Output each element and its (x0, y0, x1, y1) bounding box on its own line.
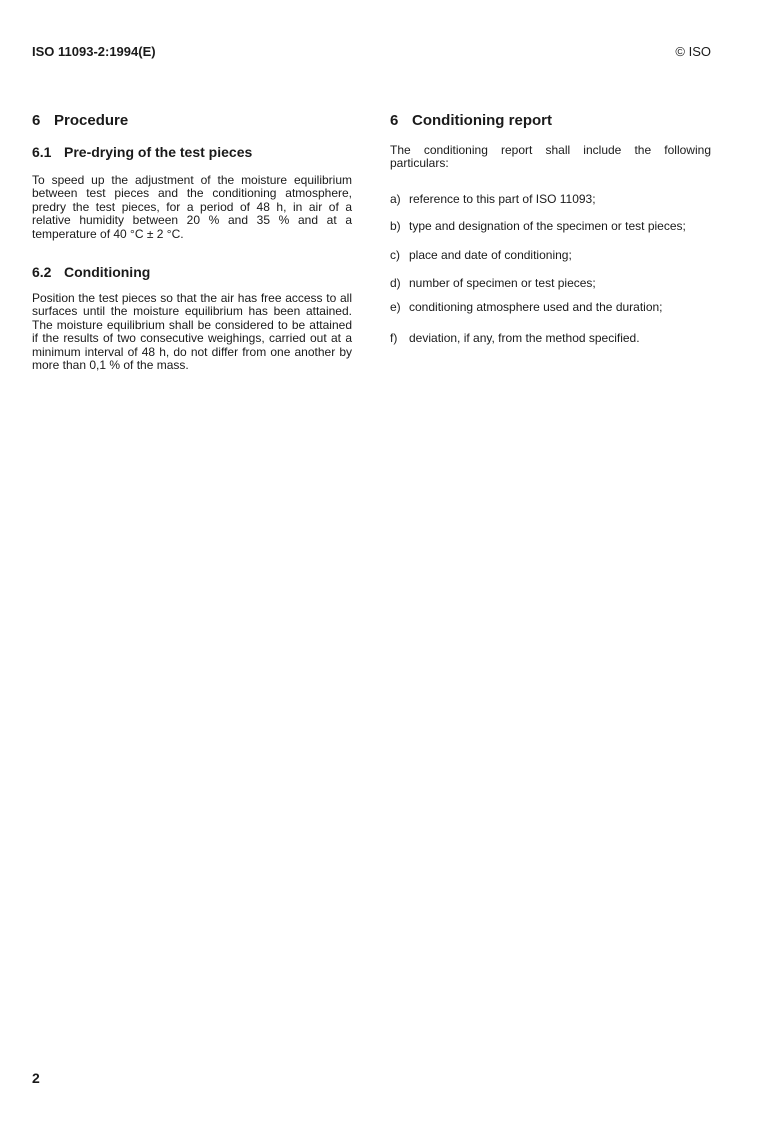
list-item (390, 193, 711, 206)
list-item-text: place and date of conditioning; (409, 247, 572, 262)
list-item-text: conditioning atmosphere used and the duration; (409, 300, 663, 315)
document-id: ISO 11093-2:1994(E) (32, 44, 156, 59)
subsection-title: Pre-drying of the test pieces (64, 144, 253, 160)
subsection-6-1-text: To speed up the adjustment of the moisture equilibrium between test pieces and the conditioning atmosphere, predry the test pieces, for a period of 48 h, in air of a relative humidity between 20 % and 35 % and at a temperature of 40 °C ± 2 °C. (32, 173, 352, 241)
section-title: Conditioning report (412, 112, 552, 129)
subsection-title: Conditioning (64, 264, 151, 281)
list-item-text: reference to this part of ISO 11093; (409, 191, 596, 206)
list-item (390, 301, 711, 314)
section-title: Procedure (54, 112, 129, 129)
list-item (390, 249, 711, 262)
list-item-text: deviation, if any, from the method specified. (409, 330, 640, 345)
particulars-list (390, 193, 711, 345)
subsection-6-1 (32, 144, 352, 241)
section-6-heading (32, 112, 352, 130)
list-item-label: c) (390, 247, 400, 262)
copyright-notice: © ISO (675, 44, 711, 59)
subsection-6-2 (32, 264, 352, 372)
list-item-label: e) (390, 300, 401, 315)
list-item (390, 220, 711, 233)
report-intro-text: The conditioning report shall include the following particulars: (390, 143, 711, 171)
subsection-6-2-text: Position the test pieces so that the air has free access to all surfaces until the moisture equilibrium has been attained. The moisture equilibrium shall be considered to be attained if the results of two consecutive weighings, carried out at a minimum interval of 48 h, do not differ from one another by more than 0,1 % of the mass. (32, 291, 352, 373)
list-item-label: b) (390, 219, 401, 234)
page-number: 2 (32, 1070, 40, 1086)
list-item-label: f) (390, 330, 398, 345)
list-item-text: type and designation of the specimen or test pieces; (409, 219, 686, 234)
list-item-label: d) (390, 276, 401, 291)
left-column (32, 112, 352, 372)
section-number: 6 (32, 112, 41, 129)
right-column (390, 112, 711, 345)
list-item-label: a) (390, 191, 401, 206)
list-item (390, 277, 711, 290)
subsection-number: 6.1 (32, 144, 52, 160)
subsection-6-1-heading (32, 144, 352, 161)
list-item-text: number of specimen or test pieces; (409, 276, 596, 291)
list-item (390, 332, 711, 345)
subsection-6-2-heading (32, 264, 352, 281)
section-number: 6 (390, 112, 399, 129)
conditioning-report-heading (390, 112, 711, 130)
subsection-number: 6.2 (32, 264, 52, 281)
